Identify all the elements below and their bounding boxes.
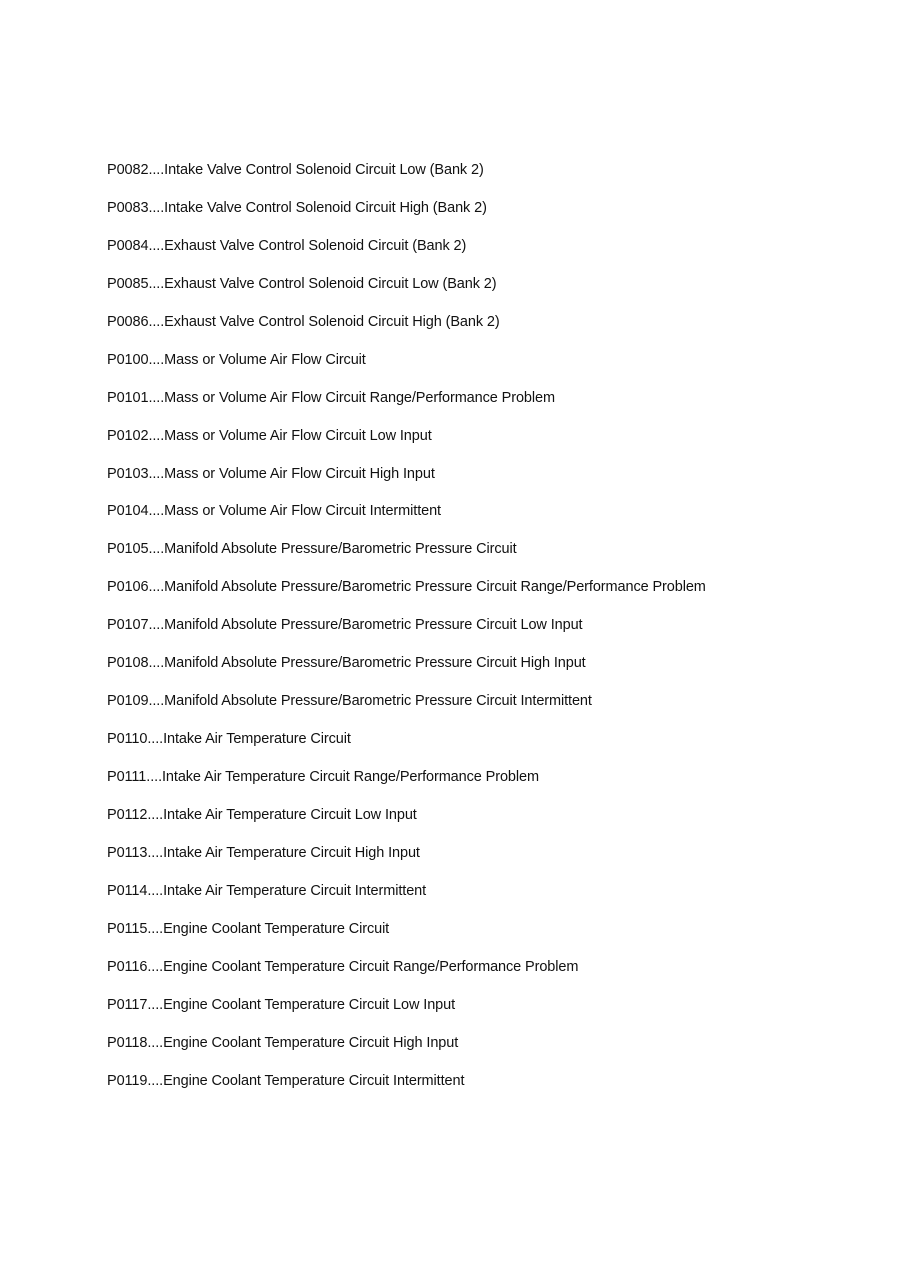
- description: Intake Air Temperature Circuit: [163, 731, 351, 748]
- list-item: [107, 996, 706, 1034]
- code: P0110: [107, 731, 148, 748]
- code: P0108: [107, 655, 149, 672]
- separator: ....: [148, 275, 165, 292]
- description: Manifold Absolute Pressure/Barometric Pressure Circuit Range/Performance Problem: [164, 579, 706, 596]
- description: Engine Coolant Temperature Circuit: [163, 920, 390, 937]
- list-item: [107, 806, 706, 844]
- separator: ....: [148, 162, 165, 178]
- description: Intake Air Temperature Circuit Low Input: [163, 806, 417, 823]
- separator: ....: [147, 996, 164, 1013]
- list-item: [107, 692, 706, 730]
- list-item: [107, 351, 706, 389]
- separator: ....: [148, 541, 165, 558]
- separator: ....: [147, 1034, 164, 1051]
- separator: ....: [148, 237, 165, 254]
- description: Exhaust Valve Control Solenoid Circuit Low (Bank 2): [164, 275, 497, 292]
- list-item: [107, 882, 706, 920]
- code: P0109: [107, 693, 149, 710]
- list-item: [107, 502, 706, 540]
- separator: ....: [148, 351, 165, 368]
- description: Manifold Absolute Pressure/Barometric Pressure Circuit Intermittent: [164, 693, 592, 710]
- separator: ....: [147, 882, 164, 899]
- description: Mass or Volume Air Flow Circuit High Input: [164, 465, 435, 482]
- description: Engine Coolant Temperature Circuit Low Input: [163, 996, 456, 1013]
- list-item: [107, 161, 706, 199]
- description: Mass or Volume Air Flow Circuit Intermittent: [164, 503, 441, 520]
- separator: ....: [147, 920, 164, 937]
- list-item: [107, 540, 706, 578]
- list-item: [107, 958, 706, 996]
- description: Mass or Volume Air Flow Circuit: [164, 351, 366, 368]
- code: P0105: [107, 541, 149, 558]
- list-item: [107, 616, 706, 654]
- list-item: [107, 427, 706, 465]
- separator: ....: [148, 313, 165, 330]
- separator: ....: [148, 617, 165, 634]
- code: P0100: [107, 351, 149, 368]
- description: Manifold Absolute Pressure/Barometric Pressure Circuit Low Input: [164, 617, 583, 634]
- code: P0083: [107, 199, 149, 216]
- code: P0101: [107, 389, 149, 406]
- code: P0103: [107, 465, 149, 482]
- code: P0115: [107, 920, 148, 937]
- code: P0118: [107, 1034, 148, 1051]
- separator: ....: [146, 769, 162, 785]
- code: P0119: [107, 1072, 148, 1089]
- code: P0102: [107, 427, 149, 444]
- list-item: [107, 578, 706, 616]
- description: Exhaust Valve Control Solenoid Circuit (Bank 2): [164, 237, 467, 254]
- description: Manifold Absolute Pressure/Barometric Pressure Circuit High Input: [164, 655, 586, 672]
- description: Intake Air Temperature Circuit High Input: [163, 844, 420, 861]
- separator: ....: [148, 389, 165, 406]
- code: P0086: [107, 313, 149, 330]
- code: P0113: [107, 844, 148, 861]
- code: P0106: [107, 579, 149, 596]
- description: Intake Valve Control Solenoid Circuit Low (Bank 2): [164, 162, 484, 178]
- code: P0107: [107, 617, 149, 634]
- description: Mass or Volume Air Flow Circuit Range/Performance Problem: [164, 389, 555, 406]
- description: Intake Air Temperature Circuit Intermittent: [163, 882, 427, 899]
- list-item: [107, 920, 706, 958]
- list-item: [107, 844, 706, 882]
- description: Intake Valve Control Solenoid Circuit High (Bank 2): [164, 199, 487, 216]
- trouble-code-list: [107, 161, 706, 1109]
- code: P0082: [107, 162, 149, 178]
- separator: ....: [148, 579, 165, 596]
- code: P0112: [107, 806, 148, 823]
- code: P0117: [107, 996, 148, 1013]
- description: Engine Coolant Temperature Circuit Range/Performance Problem: [163, 958, 579, 975]
- list-item: [107, 1072, 706, 1110]
- code: P0116: [107, 958, 148, 975]
- separator: ....: [148, 655, 165, 672]
- list-item: [107, 1034, 706, 1072]
- list-item: [107, 465, 706, 503]
- description: Manifold Absolute Pressure/Barometric Pressure Circuit: [164, 541, 517, 558]
- description: Engine Coolant Temperature Circuit Intermittent: [163, 1072, 465, 1089]
- separator: ....: [148, 693, 165, 710]
- code: P0085: [107, 275, 149, 292]
- description: Exhaust Valve Control Solenoid Circuit High (Bank 2): [164, 313, 500, 330]
- list-item: [107, 199, 706, 237]
- list-item: [107, 389, 706, 427]
- list-item: [107, 275, 706, 313]
- code: P0104: [107, 503, 149, 520]
- list-item: [107, 768, 706, 806]
- description: Engine Coolant Temperature Circuit High Input: [163, 1034, 459, 1051]
- separator: ....: [148, 503, 165, 520]
- separator: ....: [148, 465, 165, 482]
- separator: ....: [147, 731, 164, 748]
- separator: ....: [148, 427, 165, 444]
- list-item: [107, 237, 706, 275]
- code: P0111: [107, 769, 147, 785]
- separator: ....: [147, 1072, 164, 1089]
- description: Mass or Volume Air Flow Circuit Low Input: [164, 427, 432, 444]
- description: Intake Air Temperature Circuit Range/Performance Problem: [162, 769, 539, 785]
- list-item: [107, 654, 706, 692]
- separator: ....: [148, 199, 165, 216]
- separator: ....: [147, 806, 164, 823]
- code: P0084: [107, 237, 149, 254]
- list-item: [107, 313, 706, 351]
- code: P0114: [107, 882, 148, 899]
- separator: ....: [147, 958, 164, 975]
- separator: ....: [147, 844, 164, 861]
- list-item: [107, 730, 706, 768]
